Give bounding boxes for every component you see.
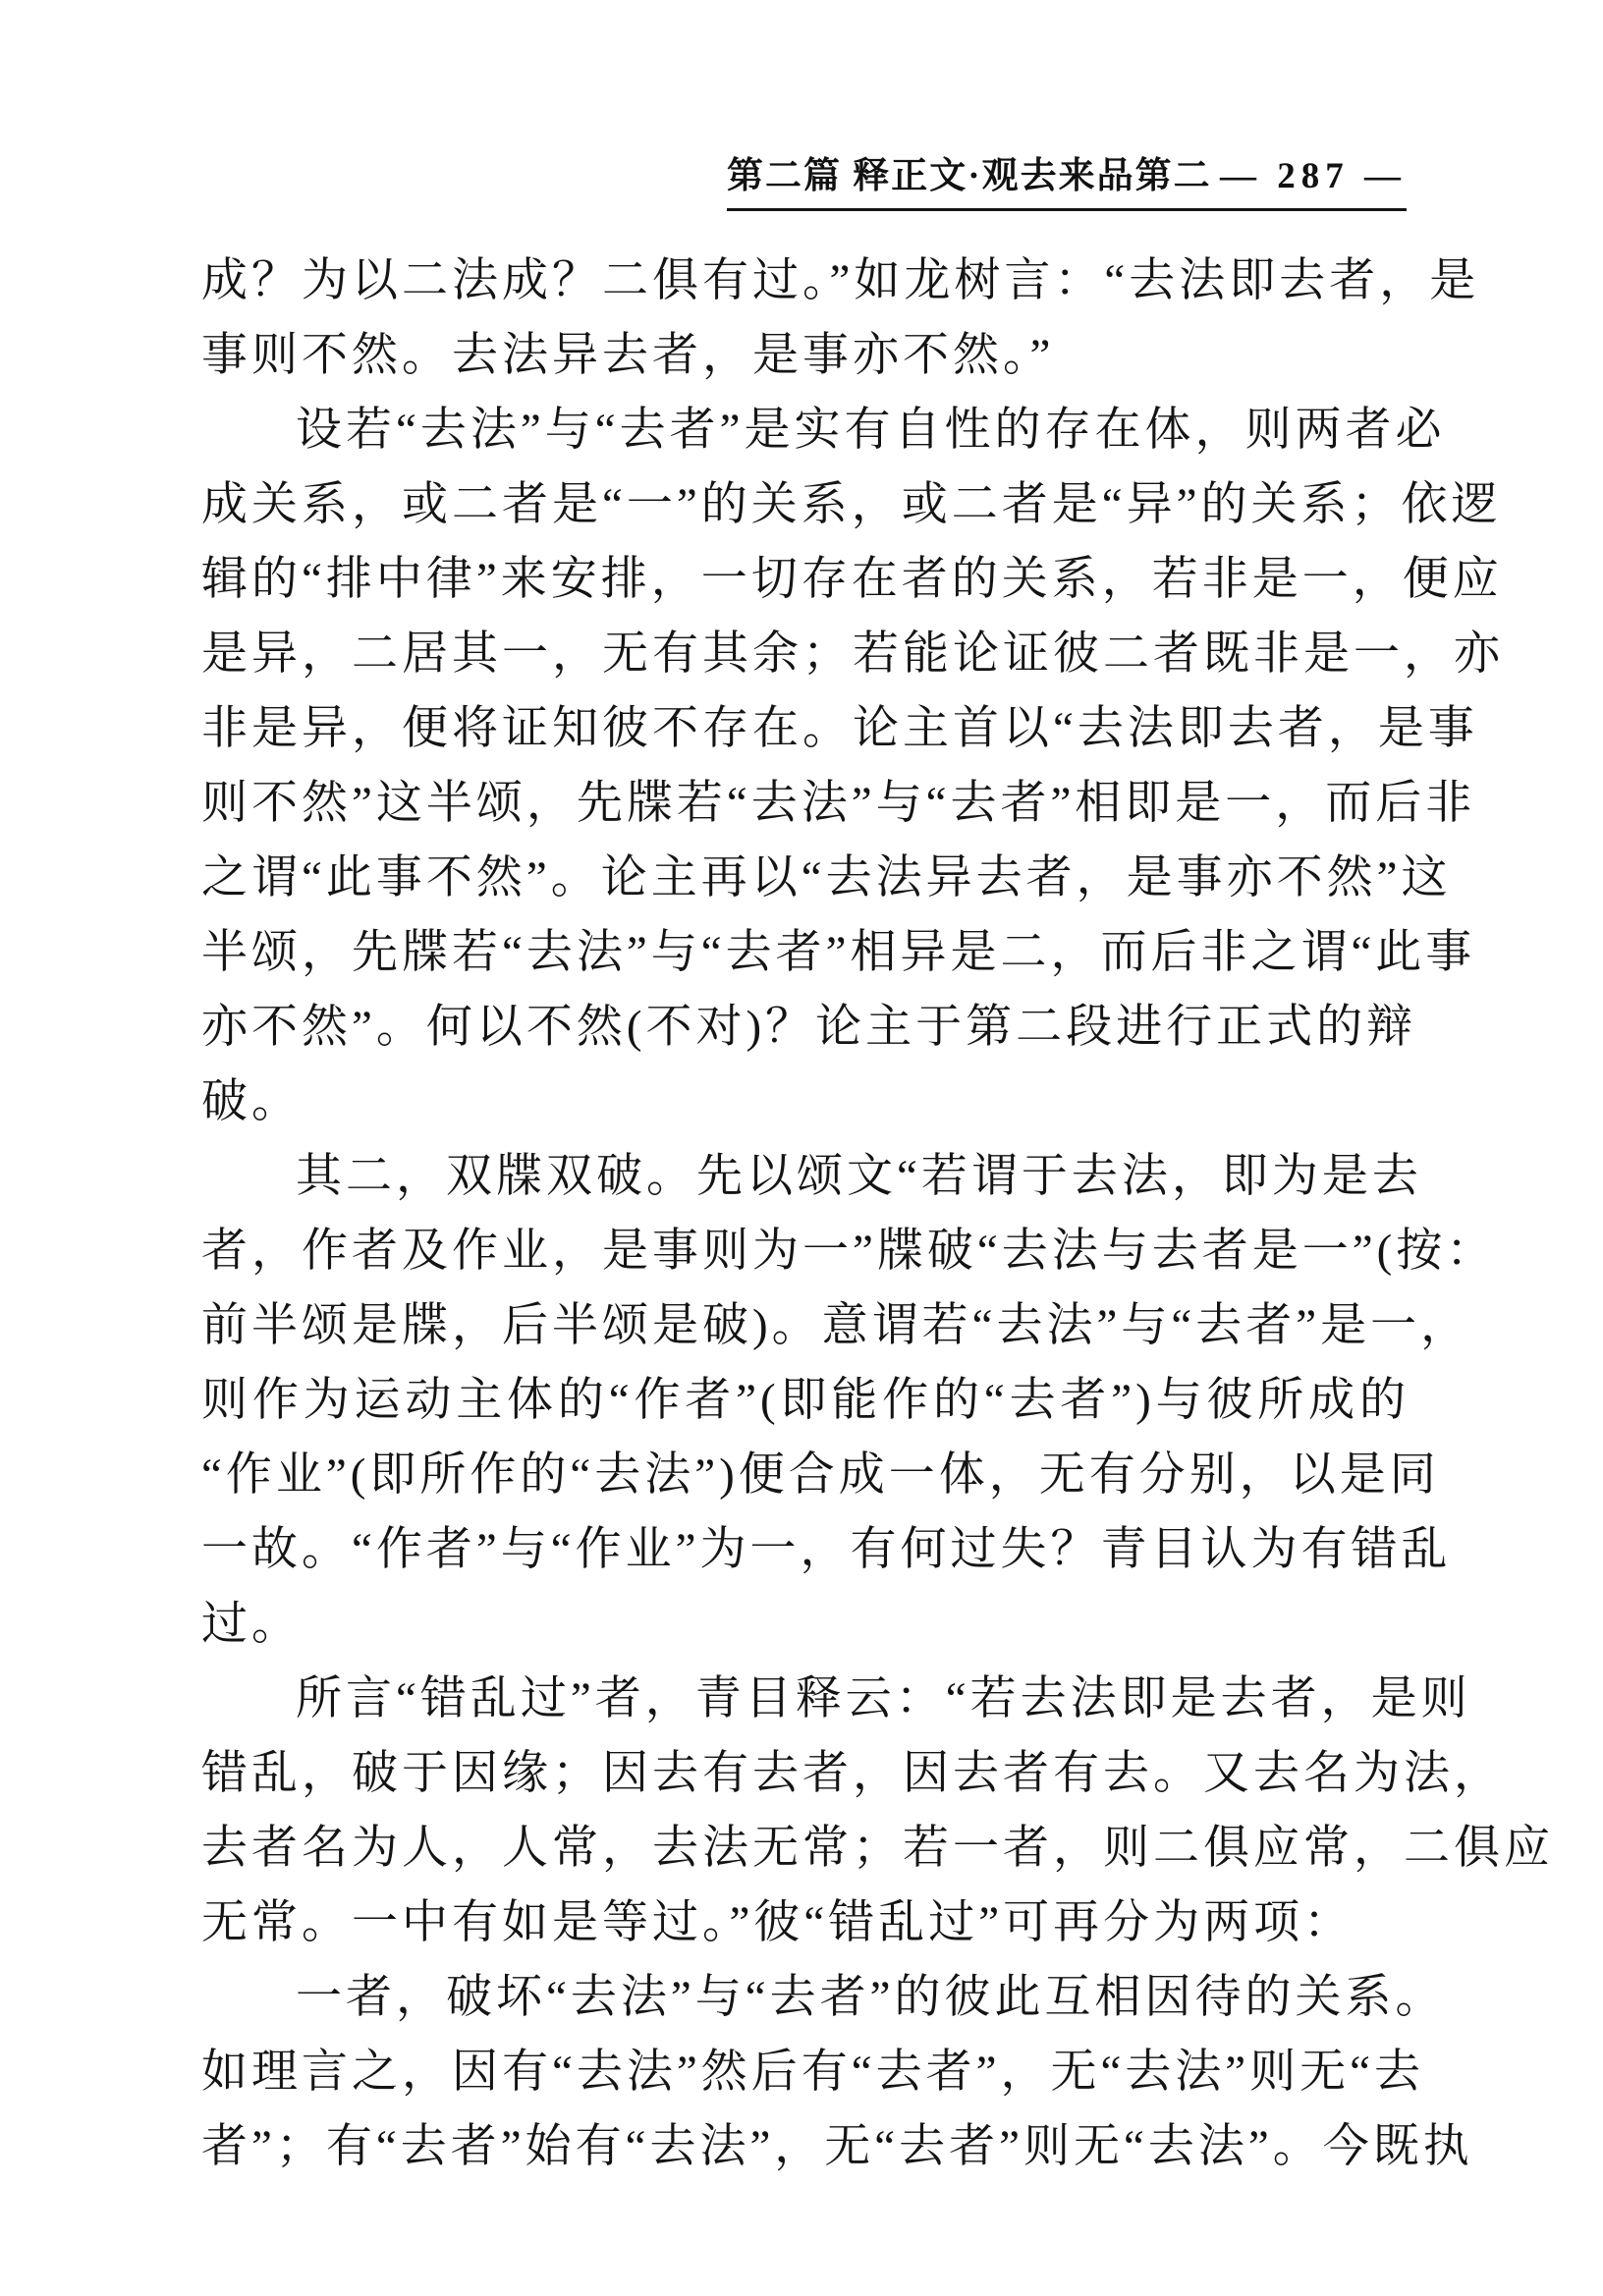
text-line: 半颂，先牒若“去法”与“去者”相异是二，而后非之谓“此事 [201, 927, 1476, 978]
text-line: 前半颂是牒，后半颂是破)。意谓若“去法”与“去者”是一， [201, 1300, 1471, 1351]
text-line: 如理言之，因有“去法”然后有“去者”，无“去法”则无“去 [201, 2047, 1425, 2098]
body-text [201, 244, 1554, 2184]
text-line: 辑的“排中律”来安排，一切存在者的关系，若非是一，便应 [201, 554, 1503, 605]
text-line: 者，作者及作业，是事则为一”牒破“去法与去者是一”(按： [201, 1226, 1497, 1277]
text-line: 过。 [201, 1599, 302, 1650]
text-line: 错乱，破于因缘；因去有去者，因去者有去。又去名为法， [201, 1748, 1504, 1799]
text-line: 亦不然”。何以不然(不对)？论主于第二段进行正式的辩 [201, 1002, 1417, 1053]
header-section-title: 第二篇 释正文·观去来品第二 [727, 156, 1212, 196]
text-line: 者”；有“去者”始有“去法”，无“去者”则无“去法”。今既执 [201, 2121, 1473, 2172]
text-line: 之谓“此事不然”。论主再以“去法异去者，是事亦不然”这 [201, 852, 1452, 903]
text-line: 一故。“作者”与“作业”为一，有何过失？青目认为有错乱 [201, 1524, 1452, 1575]
text-line: “作业”(即所作的“去法”)便合成一体，无有分别，以是同 [201, 1449, 1440, 1501]
text-line: 非是异，便将证知彼不存在。论主首以“去法即去者，是事 [201, 703, 1478, 754]
text-line: 一者，破坏“去法”与“去者”的彼此互相因待的关系。 [296, 1972, 1446, 2023]
text-line: 所言“错乱过”者，青目释云：“若去法即是去者，是则 [296, 1673, 1471, 1724]
text-line: 破。 [201, 1076, 302, 1127]
text-line: 是异，二居其一，无有其余；若能论证彼二者既非是一，亦 [201, 629, 1504, 680]
text-line: 设若“去法”与“去者”是实有自性的存在体，则两者必 [296, 405, 1446, 456]
text-line: 事则不然。去法异去者，是事亦不然。” [201, 330, 1055, 381]
text-line: 成关系，或二者是“一”的关系，或二者是“异”的关系；依逻 [201, 479, 1502, 530]
text-line: 则不然”这半颂，先牒若“去法”与“去者”相即是一，而后非 [201, 778, 1476, 829]
text-line: 去者名为人，人常，去法无常；若一者，则二俱应常，二俱应 [201, 1823, 1554, 1874]
text-line: 则作为运动主体的“作者”(即能作的“去者”)与彼所成的 [201, 1375, 1410, 1426]
text-line: 无常。一中有如是等过。”彼“错乱过”可再分为两项： [201, 1897, 1354, 1948]
header-page-number: — 287 — [1220, 156, 1407, 196]
page-header [727, 145, 1407, 211]
text-line: 成？为以二法成？二俱有过。”如龙树言：“去法即去者，是 [201, 255, 1480, 306]
text-line: 其二，双牒双破。先以颂文“若谓于去法，即为是去 [296, 1151, 1422, 1202]
